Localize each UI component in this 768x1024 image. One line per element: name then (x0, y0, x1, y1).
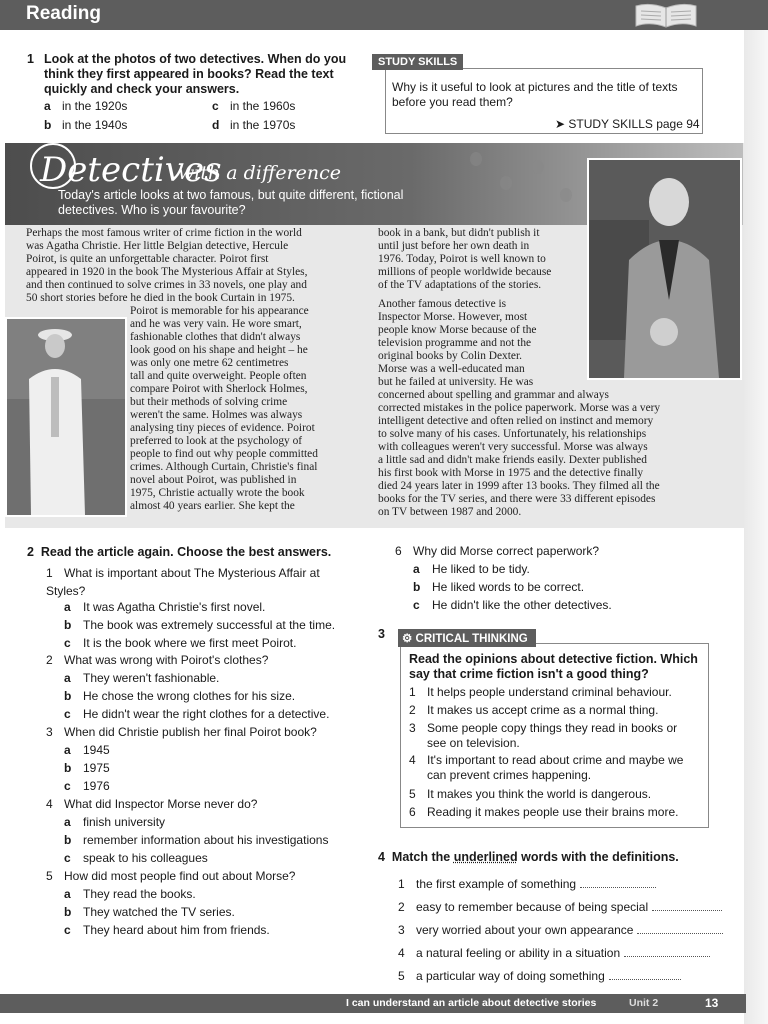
article-subtitle: with a difference (178, 162, 342, 184)
opinion-item[interactable]: 5 It makes you think the world is dangerous. (409, 787, 652, 801)
opinion-item[interactable]: 2 It makes us accept crime as a normal thing. (409, 703, 659, 717)
exercise-2-question-4: 4 What did Inspector Morse never do? (46, 797, 258, 811)
detective-silhouette-icon (7, 319, 125, 515)
definition-item: 4 a natural feeling or ability in a situation (398, 942, 738, 965)
gears-icon: ⚙ (402, 633, 413, 645)
critical-thinking-label: ⚙ CRITICAL THINKING (398, 629, 536, 647)
study-skills-text: Why is it useful to look at pictures and the title of texts before you read them? (392, 80, 678, 109)
answer-option[interactable]: c It is the book where we first meet Poirot. (64, 636, 297, 650)
footer-unit: Unit 2 (629, 997, 659, 1009)
article-title: Detectives (40, 150, 222, 190)
exercise-2-q6-options[interactable] (413, 560, 612, 614)
exercise-2-q4-options[interactable] (64, 813, 328, 867)
hercule-poirot-photo (5, 317, 127, 517)
answer-option[interactable]: b He liked words to be correct. (413, 580, 585, 594)
section-title: Reading (26, 3, 101, 24)
exercise-2-question-3: 3 When did Christie publish her final Poirot book? (46, 725, 317, 739)
open-book-icon (630, 2, 702, 28)
exercise-2-q3-options[interactable] (64, 741, 110, 795)
inspector-morse-photo (587, 158, 742, 380)
page-edge-shadow (744, 0, 768, 1024)
study-skills-label: STUDY SKILLS (372, 54, 463, 70)
article-column-2-wide: concerned about spelling and grammar and always corrected mistakes in the police paperwork. Morse was a very intelligent detective and often relied on instinct and memory to solve many of his cases. Unfortunately, his relationships with colleagues weren't very successful. Morse was always a little sad and didn't make friends easily. Dexter published his first book with Morse in 1975 and the detective finally died 24 years later in 1999 after 13 books. They filmed all the books for the TV series, and there were 33 different episodes on TV between 1987 and 2000. (378, 389, 661, 518)
answer-blank[interactable] (652, 901, 722, 911)
definition-item: 2 easy to remember because of being special (398, 896, 738, 919)
exercise-3-number: 3 (378, 627, 385, 641)
definition-item: 1 the first example of something (398, 873, 738, 896)
detective-silhouette-icon (589, 160, 740, 378)
exercise-2-question-5: 5 How did most people find out about Morse? (46, 869, 296, 883)
exercise-1-option-a[interactable]: a in the 1920s (44, 99, 128, 113)
answer-option[interactable]: b They watched the TV series. (64, 905, 235, 919)
opinion-item[interactable]: 1 It helps people understand criminal behaviour. (409, 685, 672, 699)
answer-option[interactable]: b remember information about his investigations (64, 833, 329, 847)
answer-option[interactable]: a They weren't fashionable. (64, 671, 220, 685)
exercise-2-heading: 2 Read the article again. Choose the best answers. (27, 545, 332, 559)
footprint-icon (500, 176, 512, 190)
article-column-1-side: Poirot is memorable for his appearance and he was very vain. He wore smart, fashionable clothes that didn't always look good on his shape and height – he was only one metre 62 centimetres tall and quite overweight. People often compare Poirot with Sherlock Holmes, but their methods of solving crime weren't the same. Holmes was always analysing tiny pieces of evidence. Poirot preferred to look at the psychology of people to find out why people committed crimes. Although Curtain, Christie's final novel about Poirot, was published in 1975, Christie actually wrote the book almost 40 years earlier. She kept the (130, 305, 318, 512)
answer-option[interactable]: c speak to his colleagues (64, 851, 208, 865)
article-column-2-intro: book in a bank, but didn't publish it until just before her own death in 1976. Today, Poirot is well known to millions of people worldwide because of the TV adaptations of the stories. (378, 227, 552, 291)
exercise-1-number: 1 (27, 52, 34, 66)
answer-option[interactable]: a finish university (64, 815, 166, 829)
exercise-2-q2-options[interactable] (64, 669, 329, 723)
answer-blank[interactable] (624, 947, 710, 957)
article-column-2-middle: Another famous detective is Inspector Morse. However, most people know Morse because of the television programme and not the original books by Colin Dexter. Morse was a well-educated man but he failed at university. He was (378, 298, 537, 388)
answer-blank[interactable] (580, 878, 656, 888)
exercise-2-q1-options[interactable] (64, 598, 335, 652)
answer-option[interactable]: b 1975 (64, 761, 110, 775)
exercise-1-option-c[interactable]: c in the 1960s (212, 99, 296, 113)
exercise-4-definitions (398, 873, 738, 988)
exercise-2-question-2: 2 What was wrong with Poirot's clothes? (46, 653, 269, 667)
page-number: 13 (705, 996, 719, 1010)
footprint-icon (560, 188, 572, 202)
opinion-item[interactable]: 6 Reading it makes people use their brains more. (409, 805, 679, 819)
answer-option[interactable]: a He liked to be tidy. (413, 562, 530, 576)
answer-option[interactable]: c 1976 (64, 779, 110, 793)
opinion-item[interactable]: 3 Some people copy things they read in books or see on television. (409, 721, 678, 750)
exercise-2-q5-options[interactable] (64, 885, 270, 939)
answer-option[interactable]: c He didn't wear the right clothes for a detective. (64, 707, 330, 721)
footprint-icon (532, 160, 544, 174)
answer-option[interactable]: a It was Agatha Christie's first novel. (64, 600, 266, 614)
answer-option[interactable]: c He didn't like the other detectives. (413, 598, 612, 612)
answer-blank[interactable] (637, 924, 723, 934)
definition-item: 3 very worried about your own appearance (398, 919, 738, 942)
answer-option[interactable]: a 1945 (64, 743, 110, 757)
answer-option[interactable]: b He chose the wrong clothes for his size. (64, 689, 296, 703)
article-column-1-intro: Perhaps the most famous writer of crime fiction in the world was Agatha Christie. Her little Belgian detective, Hercule Poirot, is quite an unforgettable character. Poirot first appeared in 1920 in the book The Mysterious Affair at Styles, and then continued to solve crimes in 33 novels, one play and 50 short stories before he died in the book Curtain in 1975. (26, 227, 308, 304)
exercise-1-option-b[interactable]: b in the 1940s (44, 118, 128, 132)
footprint-icon (470, 152, 482, 166)
exercise-2-question-6: 6 Why did Morse correct paperwork? (395, 544, 600, 558)
critical-thinking-question: Read the opinions about detective fiction. Which say that crime fiction isn't a good thing? (409, 652, 698, 681)
definition-item: 5 a particular way of doing something (398, 965, 738, 988)
answer-option[interactable]: c They heard about him from friends. (64, 923, 270, 937)
exercise-4-heading: 4 Match the underlined words with the definitions. (378, 850, 679, 864)
opinion-item[interactable]: 4 It's important to read about crime and maybe we can prevent crimes happening. (409, 753, 684, 782)
answer-option[interactable]: b The book was extremely successful at the time. (64, 618, 336, 632)
article-lead: Today's article looks at two famous, but quite different, fictional detectives. Who is your favourite? (58, 188, 404, 217)
study-skills-page-link[interactable]: ➤ STUDY SKILLS page 94 (555, 117, 700, 131)
exercise-2-question-1: 1 What is important about The Mysterious Affair at Styles? (46, 566, 320, 598)
footer-can-do-statement: I can understand an article about detective stories (346, 997, 597, 1009)
exercise-1-question: Look at the photos of two detectives. When do you think they first appeared in books? Read the text quickly and check your answers. (44, 52, 347, 96)
critical-thinking-opinions (409, 683, 705, 821)
exercise-1-option-d[interactable]: d in the 1970s (212, 118, 296, 132)
answer-blank[interactable] (609, 970, 681, 980)
answer-option[interactable]: a They read the books. (64, 887, 196, 901)
